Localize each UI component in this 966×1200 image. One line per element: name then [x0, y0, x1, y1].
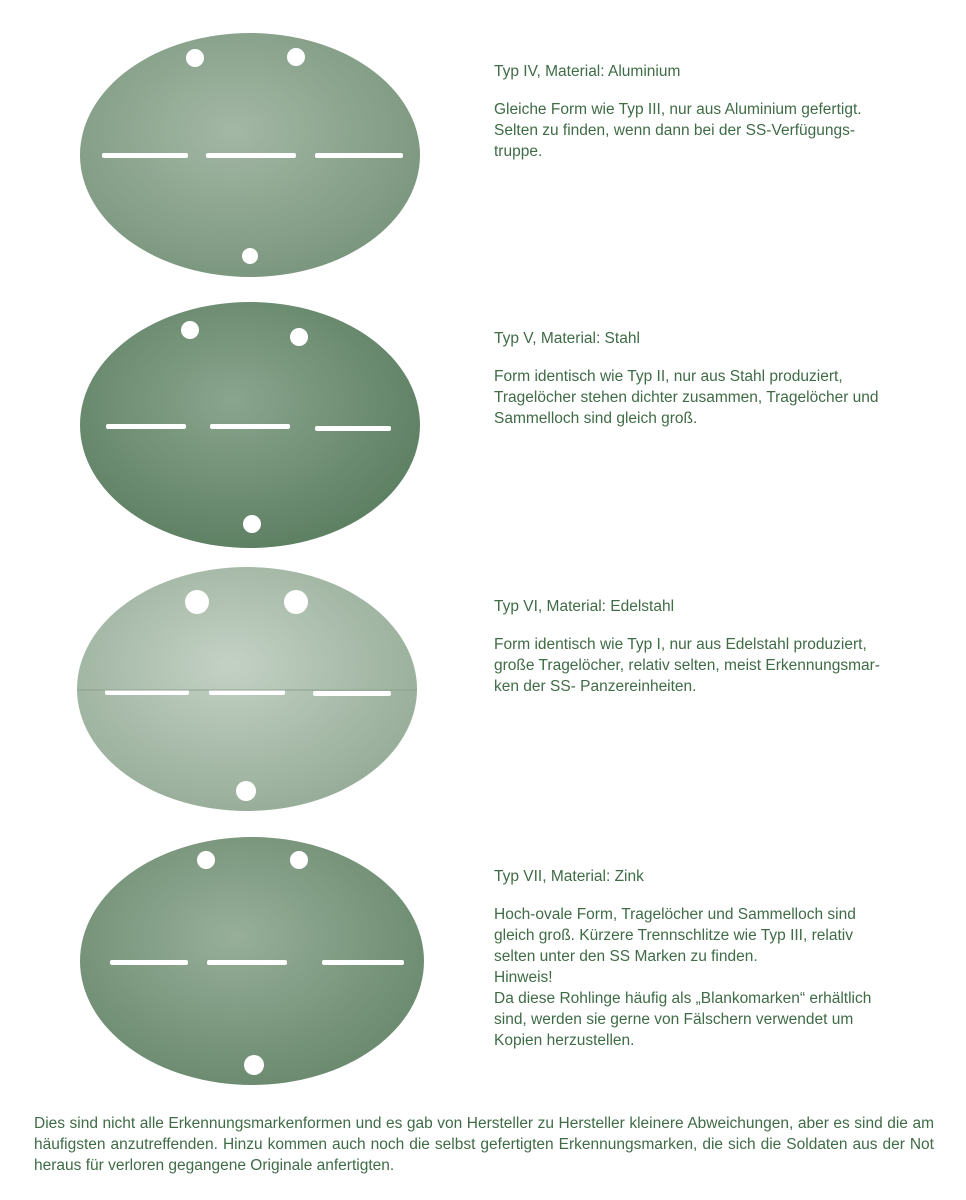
body-line: Selten zu finden, wenn dann bei der SS-Verfügungs-	[494, 122, 856, 139]
title-typ-vii: Typ VII, Material: Zink	[494, 868, 644, 885]
body-line: Hoch-ovale Form, Tragelöcher und Sammelloch sind	[494, 906, 856, 923]
title-typ-v: Typ V, Material: Stahl	[494, 330, 640, 347]
body-typ-v	[494, 366, 944, 429]
title-typ-vi: Typ VI, Material: Edelstahl	[494, 598, 675, 615]
title-typ-iv: Typ IV, Material: Aluminium	[494, 63, 681, 80]
body-line: Da diese Rohlinge häufig als „Blankomarken“ erhältlich	[494, 990, 872, 1007]
body-line: Kopien herzustellen.	[494, 1032, 635, 1049]
description-typ-vi	[494, 596, 944, 697]
body-line: Tragelöcher stehen dichter zusammen, Tragelöcher und	[494, 389, 879, 406]
body-line: gleich groß. Kürzere Trennschlitze wie Typ III, relativ	[494, 927, 853, 944]
description-typ-vii	[494, 866, 944, 1051]
body-typ-iv	[494, 99, 944, 162]
body-line: truppe.	[494, 143, 543, 160]
body-line: selten unter den SS Marken zu finden.	[494, 948, 758, 965]
dog-tag-stahl	[80, 302, 420, 548]
body-typ-vii	[494, 904, 944, 1051]
body-line: Form identisch wie Typ II, nur aus Stahl produziert,	[494, 368, 843, 385]
body-line: ken der SS- Panzereinheiten.	[494, 678, 697, 695]
description-typ-iv	[494, 61, 944, 162]
dog-tag-aluminium	[80, 33, 420, 277]
dog-tag-edelstahl	[77, 567, 417, 811]
body-line: sind, werden sie gerne von Fälschern verwendet um	[494, 1011, 854, 1028]
body-line: große Tragelöcher, relativ selten, meist Erkennungsmar-	[494, 657, 880, 674]
body-line: Gleiche Form wie Typ III, nur aus Aluminium gefertigt.	[494, 101, 862, 118]
body-typ-vi	[494, 634, 944, 697]
body-line: Hinweis!	[494, 969, 553, 986]
dog-tag-zink	[80, 837, 424, 1085]
body-line: Form identisch wie Typ I, nur aus Edelstahl produziert,	[494, 636, 867, 653]
body-line: Sammelloch sind gleich groß.	[494, 410, 698, 427]
footer-note: Dies sind nicht alle Erkennungsmarkenformen und es gab von Hersteller zu Hersteller kleinere Abweichungen, aber es sind die am häufigsten anzutreffenden. Hinzu kommen auch noch die selbst gefertigten Erkennungsmarken, die sich die Soldaten aus der Not heraus für verloren gegangene Originale anfertigten.	[34, 1115, 934, 1174]
description-typ-v	[494, 328, 944, 429]
